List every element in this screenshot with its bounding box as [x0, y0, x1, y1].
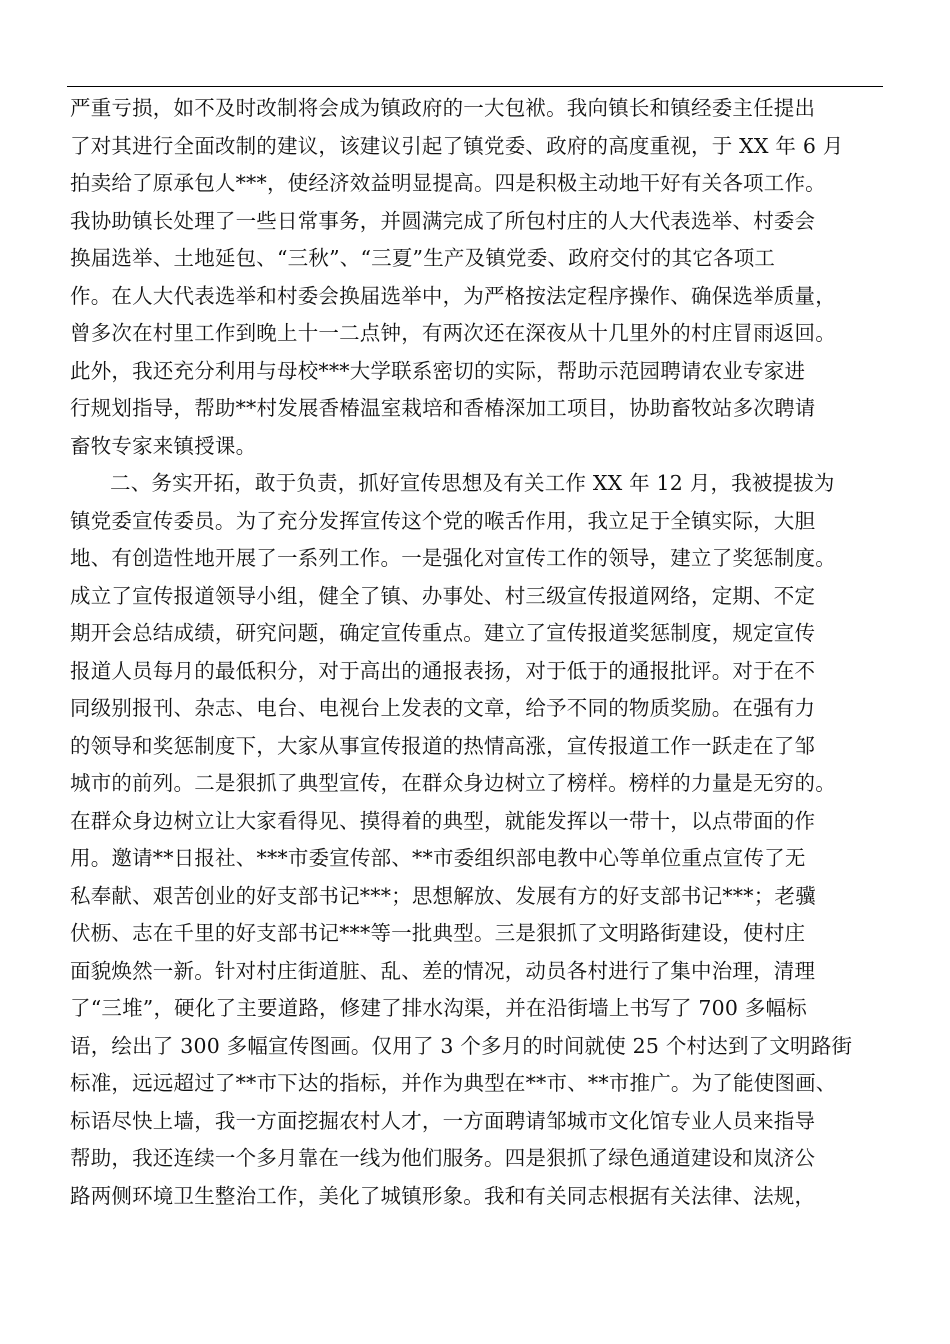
text-line: 我协助镇长处理了一些日常事务，并圆满完成了所包村庄的人大代表选举、村委会: [70, 208, 816, 233]
text-line: 在群众身边树立让大家看得见、摸得着的典型，就能发挥以一带十，以点带面的作: [70, 808, 816, 833]
text-line: 二、务实开拓，敢于负责，抓好宣传思想及有关工作 XX 年 12 月，我被提拔为: [110, 471, 835, 495]
text-line: 地、有创造性地开展了一系列工作。一是强化对宣传工作的领导，建立了奖惩制度。: [70, 546, 836, 570]
text-line: 了“三堆”，硬化了主要道路，修建了排水沟渠，并在沿街墙上书写了 700 多幅标: [70, 996, 807, 1020]
text-line: 的领导和奖惩制度下，大家从事宣传报道的热情高涨，宣传报道工作一跃走在了邹: [70, 733, 816, 758]
text-line: 私奉献、艰苦创业的好支部书记***；思想解放、发展有方的好支部书记***；老骥: [70, 883, 816, 908]
text-line: 成立了宣传报道领导小组，健全了镇、办事处、村三级宣传报道网络，定期、不定: [70, 583, 816, 608]
text-line: 行规划指导，帮助**村发展香椿温室栽培和香椿深加工项目，协助畜牧站多次聘请: [70, 396, 816, 420]
text-line: 作。在人大代表选举和村委会换届选举中，为严格按法定程序操作、确保选举质量，: [70, 283, 836, 308]
text-line: 畜牧专家来镇授课。: [70, 433, 257, 458]
text-line: 语，绘出了 300 多幅宣传图画。仅用了 3 个多月的时间就使 25 个村达到了文明路街: [70, 1033, 853, 1058]
text-line: 镇党委宣传委员。为了充分发挥宣传这个党的喉舌作用，我立足于全镇实际，大胆: [70, 508, 816, 533]
text-line: 同级别报刊、杂志、电台、电视台上发表的文章，给予不同的物质奖励。在强有力: [70, 696, 816, 720]
text-line: 曾多次在村里工作到晚上十一二点钟，有两次还在深夜从十几里外的村庄冒雨返回。: [70, 321, 836, 345]
text-line: 帮助，我还连续一个多月靠在一线为他们服务。四是狠抓了绿色通道建设和岚济公: [70, 1146, 816, 1170]
text-line: 期开会总结成绩，研究问题，确定宣传重点。建立了宣传报道奖惩制度，规定宣传: [70, 621, 816, 645]
text-line: 标语尽快上墙，我一方面挖掘农村人才，一方面聘请邹城市文化馆专业人员来指导: [70, 1108, 816, 1133]
text-line: 城市的前列。二是狠抓了典型宣传，在群众身边树立了榜样。榜样的力量是无穷的。: [70, 771, 836, 795]
paragraph-1: [70, 90, 886, 465]
header-rule: [67, 86, 883, 87]
text-line: 了对其进行全面改制的建议，该建议引起了镇党委、政府的高度重视，于 XX 年 6 月: [70, 133, 844, 158]
text-line: 标准，远远超过了**市下达的指标，并作为典型在**市、**市推广。为了能使图画、: [70, 1071, 837, 1095]
text-line: 用。邀请**日报社、***市委宣传部、**市委组织部电教中心等单位重点宣传了无: [70, 846, 806, 870]
text-line: 此外，我还充分利用与母校***大学联系密切的实际，帮助示范园聘请农业专家进: [70, 358, 806, 383]
paragraph-2: [70, 465, 886, 1215]
text-line: 面貌焕然一新。针对村庄街道脏、乱、差的情况，动员各村进行了集中治理，清理: [70, 958, 816, 983]
text-line: 换届选举、土地延包、“三秋”、“三夏”生产及镇党委、政府交付的其它各项工: [70, 246, 776, 270]
document-body: [70, 90, 886, 1215]
text-line: 路两侧环境卫生整治工作，美化了城镇形象。我和有关同志根据有关法律、法规，: [70, 1183, 816, 1208]
text-line: 拍卖给了原承包人***，使经济效益明显提高。四是积极主动地干好有关各项工作。: [70, 171, 826, 195]
text-line: 伏枥、志在千里的好支部书记***等一批典型。三是狠抓了文明路街建设，使村庄: [70, 921, 806, 945]
text-line: 报道人员每月的最低积分，对于高出的通报表扬，对于低于的通报批评。对于在不: [70, 658, 816, 683]
text-line: 严重亏损，如不及时改制将会成为镇政府的一大包袱。我向镇长和镇经委主任提出: [70, 96, 816, 120]
